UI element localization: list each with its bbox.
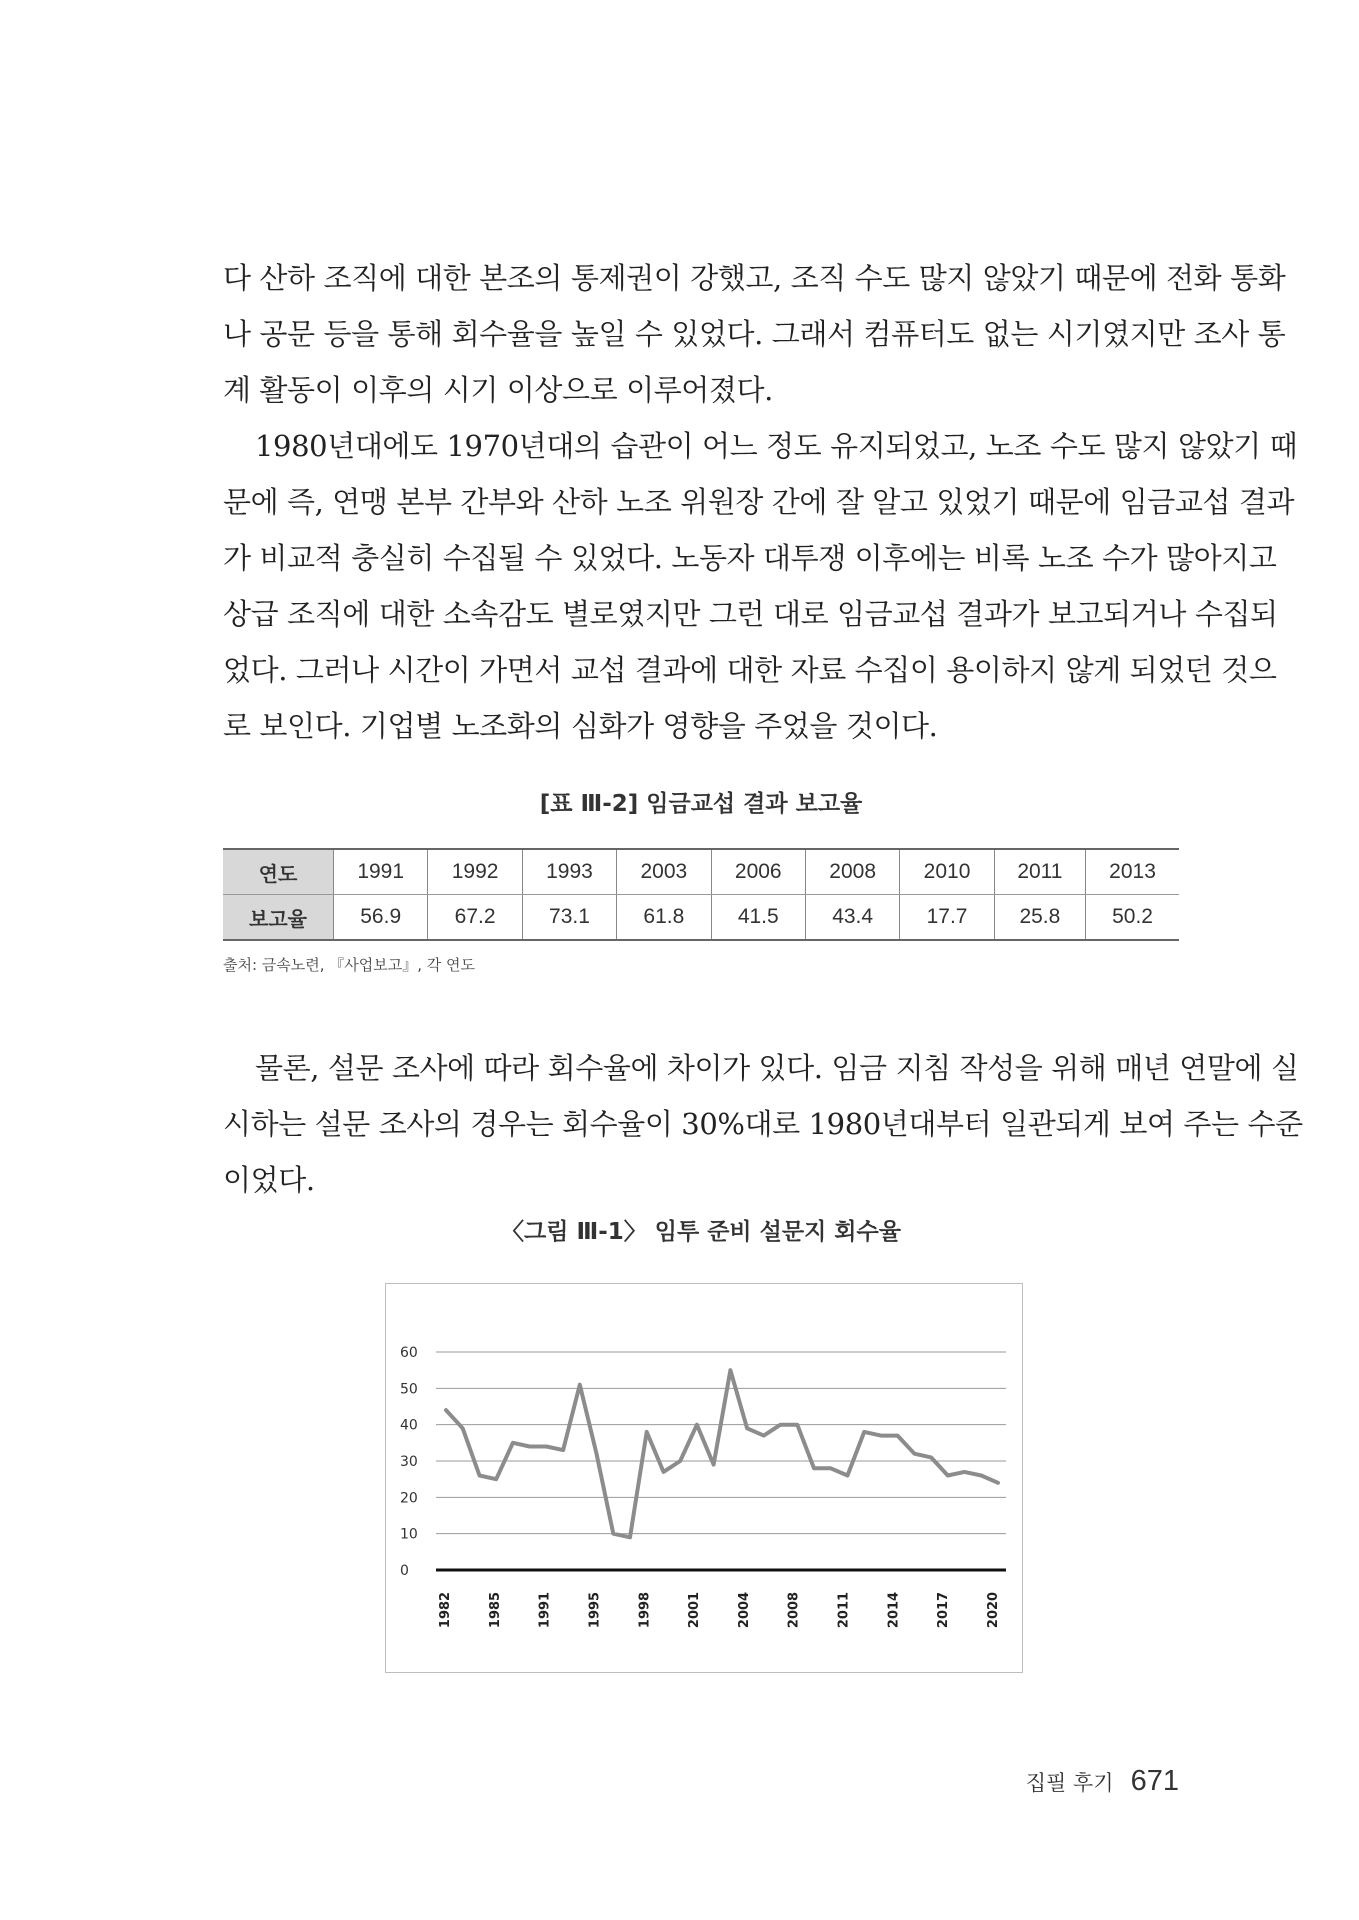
- paragraph-2: [223, 418, 1298, 754]
- table-cell: 2011: [994, 849, 1085, 895]
- series-line: [446, 1370, 998, 1537]
- report-rate-table: [223, 848, 1179, 941]
- text-line: 물론, 설문 조사에 따라 회수율에 차이가 있다. 임금 지침 작성을 위해 매년 연말에 실: [255, 1051, 1299, 1085]
- table-cell: 1991: [334, 849, 428, 895]
- text-line: 나 공문 등을 통해 회수율을 높일 수 있었다. 그래서 컴퓨터도 없는 시기였지만 조사 통: [223, 317, 1286, 351]
- x-tick-label: 2008: [786, 1591, 802, 1629]
- x-tick-label: 2004: [736, 1591, 752, 1629]
- table-cell: 61.8: [617, 895, 711, 941]
- table-cell: 56.9: [334, 895, 428, 941]
- text-line: 로 보인다. 기업별 노조화의 심화가 영향을 주었을 것이다.: [223, 709, 938, 743]
- x-tick-label: 2020: [986, 1591, 1001, 1629]
- y-tick-label: 10: [400, 1526, 418, 1543]
- x-tick-label: 1991: [537, 1591, 553, 1629]
- x-tick-label: 1985: [487, 1591, 503, 1629]
- line-chart-frame: [385, 1283, 1023, 1673]
- line-chart: [386, 1284, 1022, 1672]
- table-cell: 2010: [900, 849, 994, 895]
- section-title: 집필 후기: [1025, 1771, 1114, 1795]
- x-tick-label: 2014: [886, 1591, 902, 1629]
- table-source-note: 출처: 금속노련, 『사업보고』, 각 연도: [223, 956, 476, 974]
- paragraph-1: [223, 250, 1286, 418]
- table-row-rates: [223, 895, 1179, 941]
- table-cell: 17.7: [900, 895, 994, 941]
- x-tick-label: 1998: [637, 1591, 653, 1629]
- table-cell: 67.2: [428, 895, 522, 941]
- row-header-year: 연도: [223, 849, 334, 895]
- table-cell: 1992: [428, 849, 522, 895]
- text-line: 계 활동이 이후의 시기 이상으로 이루어졌다.: [223, 373, 773, 407]
- table-cell: 2003: [617, 849, 711, 895]
- x-tick-label: 2001: [687, 1591, 703, 1629]
- y-tick-label: 40: [400, 1417, 418, 1434]
- y-tick-label: 50: [400, 1381, 418, 1398]
- x-tick-label: 1995: [587, 1591, 603, 1629]
- text-line: 다 산하 조직에 대한 본조의 통제권이 강했고, 조직 수도 많지 않았기 때문에 전화 통화: [223, 261, 1286, 295]
- text-line: 문에 즉, 연맹 본부 간부와 산하 노조 위원장 간에 잘 알고 있었기 때문에 임금교섭 결과: [223, 485, 1295, 519]
- table-caption: [표 Ⅲ-2] 임금교섭 결과 보고율: [539, 791, 863, 817]
- text-line: 이었다.: [223, 1163, 315, 1197]
- table-row-years: [223, 849, 1179, 895]
- text-line: 시하는 설문 조사의 경우는 회수율이 30%대로 1980년대부터 일관되게 보여 주는 수준: [223, 1107, 1303, 1141]
- page-number: 671: [1130, 1765, 1179, 1797]
- y-tick-label: 20: [400, 1490, 418, 1507]
- figure-caption: 〈그림 Ⅲ-1〉 임투 준비 설문지 회수율: [501, 1219, 901, 1245]
- page-footer: [1026, 1765, 1179, 1798]
- table-cell: 25.8: [994, 895, 1085, 941]
- table-cell: 73.1: [522, 895, 616, 941]
- table-cell: 41.5: [711, 895, 805, 941]
- table-cell: 1993: [522, 849, 616, 895]
- row-header-rate: 보고율: [223, 895, 334, 941]
- x-tick-label: 2011: [836, 1591, 852, 1629]
- text-line: 가 비교적 충실히 수집될 수 있었다. 노동자 대투쟁 이후에는 비록 노조 수가 많아지고: [223, 541, 1277, 575]
- x-tick-label: 2017: [936, 1591, 952, 1629]
- table-cell: 43.4: [805, 895, 899, 941]
- y-tick-label: 60: [400, 1345, 418, 1361]
- text-line: 1980년대에도 1970년대의 습관이 어느 정도 유지되었고, 노조 수도 많지 않았기 때: [255, 429, 1298, 463]
- table-cell: 50.2: [1086, 895, 1179, 941]
- text-line: 상급 조직에 대한 소속감도 별로였지만 그런 대로 임금교섭 결과가 보고되거나 수집되: [223, 597, 1278, 631]
- table-cell: 2013: [1086, 849, 1179, 895]
- text-line: 었다. 그러나 시간이 가면서 교섭 결과에 대한 자료 수집이 용이하지 않게 되었던 것으: [223, 653, 1277, 687]
- y-tick-label: 0: [400, 1563, 409, 1579]
- y-tick-label: 30: [400, 1454, 418, 1470]
- x-tick-label: 1982: [438, 1591, 453, 1629]
- table-cell: 2008: [805, 849, 899, 895]
- paragraph-3: [223, 1040, 1303, 1208]
- table-cell: 2006: [711, 849, 805, 895]
